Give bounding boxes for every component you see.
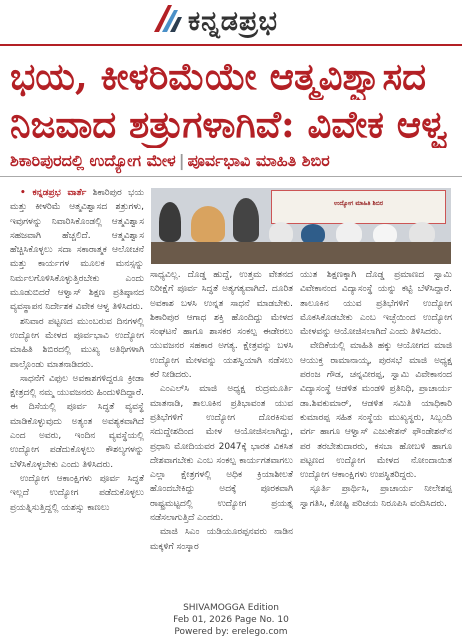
subhead-separator: | bbox=[178, 151, 185, 170]
top-rule bbox=[0, 44, 462, 46]
paragraph: ಉದ್ಯೋಗ ಆಕಾಂಕ್ಷಿಗಳು ಪೂರ್ವ ಸಿದ್ಧತೆ ಇಲ್ಲದೆ ಉದ್ಯೋಗ ಪಡೆದುಕೊಳ್ಳಲು ಪ್ರಯತ್ನಿಸುತ್ತಿದ್ದಲ್ಲಿ ಯಶಸ್ಸು ಕಾಣಲು bbox=[10, 473, 144, 513]
paragraph: ಯುತ ಶಿಕ್ಷಣಕ್ಕಾಗಿ ದೊಡ್ಡ ಪ್ರಮಾಣದ ಸ್ವಾಮಿ ವಿವೇಕಾನಂದ ವಿದ್ಯಾಸಂಸ್ಥೆ ಯನ್ನು ಕಟ್ಟಿ ಬೆಳೆಸಿದ್ದಾರೆ. ತಾಲೂಕಿನ ಯುವ ಪ್ರತಿಭೆಗಳಿಗೆ ಉದ್ಯೋಗ ಮೊಕಸಿಕೊಡಬೇಕು ಎಂಬ ಇಚ್ಛೆಯಿಂದ ಉದ್ಯೋಗ ಮೇಳವನ್ನು ಆಯೋಜಿಸಲಾಗಿದೆ ಎಂದು ತಿಳಿಸಿದರು. bbox=[300, 270, 452, 338]
byline: • ಕನ್ನಡಪ್ರಭ ವಾರ್ತೆ bbox=[20, 188, 87, 198]
headline-line-1: ಭಯ, ಕೀಳರಿಮೆಯೇ ಆತ್ಮವಿಶ್ವಾಸದ bbox=[10, 54, 427, 98]
stage-table bbox=[151, 242, 451, 264]
article-column-2 bbox=[150, 268, 293, 554]
photo-figure bbox=[409, 222, 435, 244]
paragraph: ಸ್ಫೂರ್ತಿ ಪ್ರಾರ್ಥಿಸಿ, ಪ್ರಾಚಾರ್ಯ ನೀಲೇಶಪ್ಪ ಸ್ವಾಗತಿಸಿ, ಕೋಷ್ಟಿ ಪರಿಚಯ ನಿರೂಪಿಸಿ ವಂದಿಸಿದರು. bbox=[300, 484, 452, 509]
dateline-place: ಶಿಕಾರಿಪುರ bbox=[92, 188, 122, 198]
subheadline bbox=[10, 151, 456, 171]
photo-figure bbox=[269, 222, 293, 244]
photo-figure bbox=[373, 224, 397, 244]
stage-banner bbox=[271, 190, 446, 224]
photo-figure bbox=[191, 206, 225, 242]
subhead-left: ಶಿಕಾರಿಪುರದಲ್ಲಿ ಉದ್ಯೋಗ ಮೇಳ bbox=[10, 151, 176, 170]
paragraph: ವೇದಿಕೆಯಲ್ಲಿ ಮಾಹಿತಿ ಹಕ್ಕು ಆಯೋಗದ ಮಾಜಿ ಆಯುಕ್ತ ರಾಮಾನಾಯ್ಕ, ಪುರಸಭೆ ಮಾಜಿ ಅಧ್ಯಕ್ಷ ಪರಂಜ ಗೌಡ, ಚನ್ನವೀರಪ್ಪ, ಸ್ವಾಮಿ ವಿವೇಕಾನಂದ ವಿದ್ಯಾಸಂಸ್ಥೆ ಆಡಳಿತ ಮಂಡಳಿ ಪ್ರತಿನಿಧಿ, ಪ್ರಾಚಾರ್ಯ ಡಾ.ಶಿವಕುಮಾರ್, ಆಡಳಿತ ಸಮಿತಿ ಯಾಧಿಕಾರಿ ಕುಮಾರಪ್ಪ ಸಹಿತ ಸಂಸ್ಥೆಯ ಮುಖ್ಯಸ್ಥರು, ಸಿಬ್ಬಂದಿ ವರ್ಗ ಹಾಗೂ ಆಳ್ವಾಸ್ ಎಜುಕೇಶನ್ ಫೌಂಡೇಶನ್‌ನ ಪರ ತರಬೇತುದಾರರು, ಕಸಬಾ ಹೋಬಳಿ ಹಾಗೂ ಪಟ್ಟಣದ ಉದ್ಯೋಗ ಮೇಳದ ನೋಂದಾಯಿತ ಉದ್ಯೋಗ ಆಕಾಂಕ್ಷಿಗಳು ಉಪಸ್ಥಿತರಿದ್ದರು. bbox=[300, 341, 452, 481]
headline-line-2: ನಿಜವಾದ ಶತ್ರುಗಳಾಗಿವೆ: ವಿವೇಕ ಆಳ್ವ bbox=[10, 102, 448, 146]
paragraph: ಎಂಎಲ್‌ಸಿ ಮಾಜಿ ಅಧ್ಯಕ್ಷ ರುದ್ರಮೂರ್ತಿ ಮಾತನಾಡಿ, ತಾಲೂಕಿನ ಪ್ರತಿಭಾವಂತ ಯುವ ಪ್ರತಿಭೆಗಳಿಗೆ ಉದ್ಯೋಗ ದೊರಕಿಸುವ ಸದುದ್ದೇಶದಿಂದ ಮೇಳ ಆಯೋಜಿಸಲಾಗಿದ್ದು, ಪ್ರಧಾನಿ ಮೋದಿಯವರ 2047ಕ್ಕೆ ಭಾರತ ವಿಕಸಿತ ದೇಶವಾಗಬೇಕು ಎಂಬ ಸಂಕಲ್ಪ ಕಾರ್ಯಗತವಾಗಲು ಎಲ್ಲಾ ಕ್ಷೇತ್ರಗಳಲ್ಲಿ ಅಧಿಕ ಕ್ರಿಯಾಶೀಲತೆ ಹೊಂದಬೇಕಿದ್ದು ಅದಕ್ಕೆ ಪೂರಕವಾಗಿ ರಾಷ್ಟ್ರಮಟ್ಟದಲ್ಲಿ ಉದ್ಯೋಗ ಪ್ರಯತ್ನ ನಡೆಸಲಾಗುತ್ತಿದೆ ಎಂದರು. bbox=[150, 384, 293, 524]
subhead-right: ಪೂರ್ವಭಾವಿ ಮಾಹಿತಿ ಶಿಬಿರ bbox=[187, 151, 330, 170]
photo-figure bbox=[301, 224, 325, 244]
powered-by-label: Powered by: erelego.com bbox=[174, 627, 288, 637]
photo-figure bbox=[233, 198, 259, 242]
paragraph: ಶನಿವಾರ ಪಟ್ಟಣದ ಮುಂಬರುವ ದಿನಗಳಲ್ಲಿ ಉದ್ಯೋಗ ಮೇಳದ ಪೂರ್ವಭಾವಿ ಉದ್ಯೋಗ ಮಾಹಿತಿ ಶಿಬಿರದಲ್ಲಿ ಮುಖ್ಯ ಅತಿಥಿಗಳಾಗಿ ಪಾಲ್ಗೊಂಡು ಮಾತನಾಡಿದರು. bbox=[10, 316, 144, 370]
paragraph: ಭಯ ಮತ್ತು ಕೀಳರಿಮೆ ಆತ್ಮವಿಶ್ವಾಸದ ಶತ್ರುಗಳು, ಇವುಗಳನ್ನು ನಿವಾರಿಸಿಕೊಂಡಲ್ಲಿ ಆತ್ಮವಿಶ್ವಾಸ ಸಹಜವಾಗಿ ಹೆಚ್ಚಲಿದೆ. ಆತ್ಮವಿಶ್ವಾಸ ಹೆಚ್ಚಿಸಿಕೊಳ್ಳಲು ಸದಾ ಸಕಾರಾತ್ಮಕ ಆಲೋಚನೆ ಮತ್ತು ಕಾರ್ಯಗಳ ಮೂಲಕ ಮನಸ್ಸನ್ನು ನಿರ್ಮಲಗೊಳಿಸಿಕೊಳ್ಳುತ್ತಿರಬೇಕು ಎಂದು ಮೂಡುಬಿದರೆ ಆಳ್ವಾಸ್ ಶಿಕ್ಷಣ ಪ್ರತಿಷ್ಠಾನದ ವ್ಯವಸ್ಥಾಪನ ನಿರ್ದೇಶಕ ವಿವೇಕ ಆಳ್ವ ತಿಳಿಸಿದರು. bbox=[10, 188, 144, 313]
triangle-logo-icon bbox=[150, 2, 184, 36]
paragraph: ಸಾಧನೆಗೆ ವಿಫುಲ ಅವಕಾಶಗಳಿದ್ದರೂ ಕ್ರೀಡಾ ಕ್ಷೇತ್ರದಲ್ಲಿ ನಮ್ಮ ಯುವಜನರು ಹಿಂದುಳಿದಿದ್ದಾರೆ. ಈ ದಿಸೆಯಲ್ಲಿ ಪೂರ್ವ ಸಿದ್ಧತೆ ವ್ಯವಸ್ಥೆ ಮಾಡಿಕೊಳ್ಳುವುದು ಅತ್ಯಂತ ಅವಶ್ಯಕವಾಗಿದೆ ಎಂದ ಅವರು, ಇಂದಿನ ವ್ಯವಸ್ಥೆಯಲ್ಲಿ ಉದ್ಯೋಗ ಪಡೆದುಕೊಳ್ಳಲು ಕೌಶಲ್ಯಗಳನ್ನು ಬೆಳೆಸಿಕೊಳ್ಳಬೇಕು ಎಂದು ತಿಳಿಸಿದರು. bbox=[10, 373, 144, 470]
photo-figure bbox=[159, 202, 181, 242]
date-page-label: Feb 01, 2026 Page No. 10 bbox=[173, 615, 289, 625]
masthead-title: ಕನ್ನಡಪ್ರಭ bbox=[188, 6, 278, 37]
event-photo bbox=[151, 188, 451, 264]
paragraph: ಸಾಧ್ಯವಿಲ್ಲ. ದೊಡ್ಡ ಹುದ್ದೆ, ಉತ್ತಮ ವೇತನದ ನಿರೀಕ್ಷೆಗೆ ಪೂರ್ವ ಸಿದ್ಧತೆ ಅತ್ಯಗತ್ಯವಾಗಿದೆ. ದೂರಿತ ಅವಕಾಶ ಬಳಸಿ ಉನ್ನತ ಸಾಧನೆ ಮಾಡಬೇಕು. ಶಿಕಾರಿಪುರ ಆಗಾಧ ಶಕ್ತಿ ಹೊಂದಿದ್ದು ಮೇಳದ ಸಂಘಟನೆ ಹಾಗೂ ಶಾಸಕರ ಸಂಕಲ್ಪ ಈಡೇರಲು ಯುವಜನರ ಸಹಕಾರ ಅಗತ್ಯ. ಕ್ಷೇತ್ರವನ್ನು ಬಳಸಿ ಉದ್ಯೋಗ ಮೇಳವನ್ನು ಯಶಸ್ವಿಯಾಗಿ ನಡೆಸಲು ಕರೆ ನೀಡಿದರು. bbox=[150, 270, 293, 381]
photo-figure bbox=[336, 222, 362, 244]
divider bbox=[0, 176, 462, 177]
banner-text: ಉದ್ಯೋಗ ಮಾಹಿತಿ ಶಿಬಿರ bbox=[333, 200, 384, 207]
paragraph: ಮಾಜಿ ಸಿಎಂ ಯಡಿಯೂರಪ್ಪನವರು ನಾಡಿನ ಮಕ್ಕಳಿಗೆ ಸಂಸ್ಕಾರ bbox=[150, 527, 293, 552]
masthead bbox=[0, 0, 462, 46]
article-column-1 bbox=[10, 186, 144, 515]
edition-label: SHIVAMOGGA Edition bbox=[183, 603, 279, 613]
article-column-3 bbox=[300, 268, 452, 511]
